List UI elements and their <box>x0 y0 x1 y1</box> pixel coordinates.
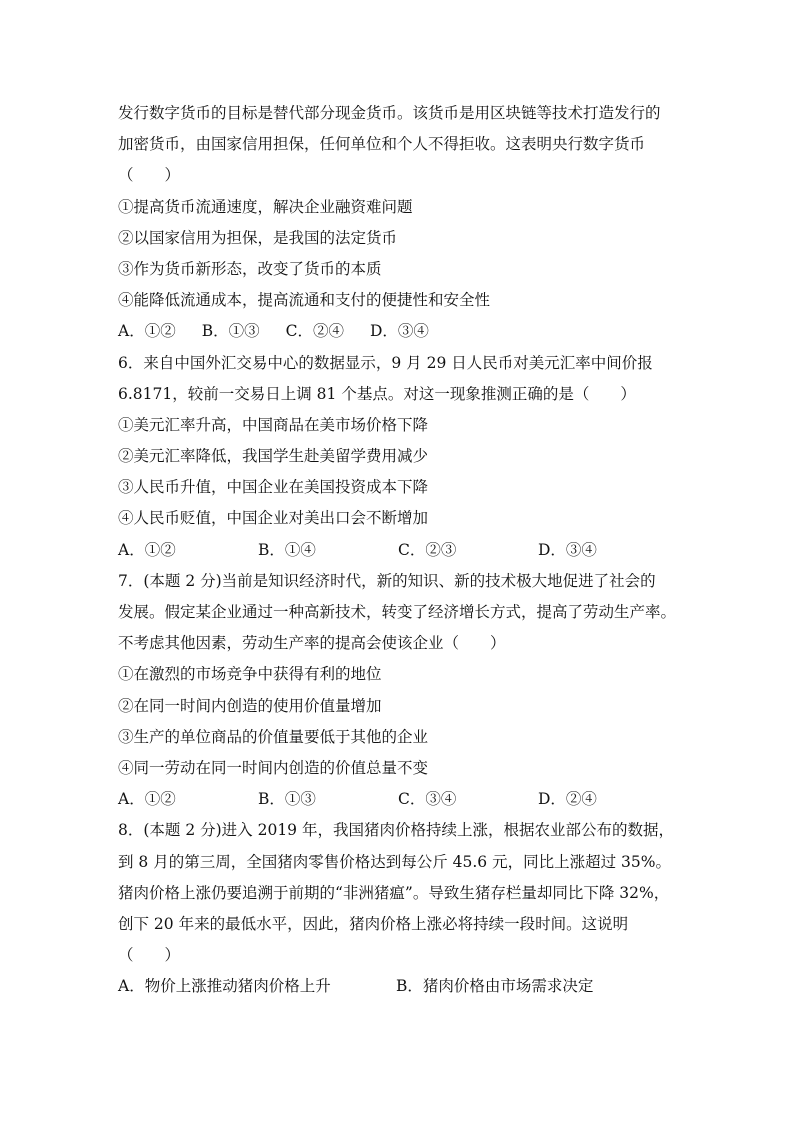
question-stem-line: 猪肉价格上涨仍要追溯于前期的“非洲猪瘟”。导致生猪存栏量却同比下降 32%， <box>118 883 670 902</box>
statement-item: ①美元汇率升高，中国商品在美市场价格下降 <box>118 415 429 434</box>
question-7 <box>118 566 678 816</box>
answer-options <box>118 784 678 815</box>
statement-item: ②美元汇率降低，我国学生赴美留学费用减少 <box>118 447 429 466</box>
option-b: B．猪肉价格由市场需求决定 <box>396 977 594 996</box>
statement-item: ②在同一时间内创造的使用价值量增加 <box>118 696 382 715</box>
answer-options <box>118 535 678 566</box>
question-stem-line: 到 8 月的第三周，全国猪肉零售价格达到每公斤 45.6 元，同比上涨超过 35%。 <box>118 852 671 871</box>
question-stem-line: 6．来自中国外汇交易中心的数据显示，9 月 29 日人民币对美元汇率中间价报 <box>118 353 653 372</box>
statement-item: ①提高货币流通速度，解决企业融资难问题 <box>118 197 413 216</box>
option-c: C．②④ <box>285 322 344 341</box>
question-stem-line: 创下 20 年来的最低水平，因此，猪肉价格上涨必将持续一段时间。这说明 <box>118 914 629 933</box>
statement-item: ③作为货币新形态，改变了货币的本质 <box>118 259 382 278</box>
question-6 <box>118 348 678 566</box>
statement-item: ②以国家信用为担保，是我国的法定货币 <box>118 228 398 247</box>
question-8 <box>118 815 678 1002</box>
option-a: A．①② <box>118 322 176 341</box>
option-d: D．③④ <box>538 540 597 559</box>
question-stem-line: 加密货币，由国家信用担保，任何单位和个人不得拒收。这表明央行数字货币 <box>118 135 646 154</box>
option-b: B．①④ <box>258 540 316 559</box>
answer-options <box>118 971 678 1002</box>
question-stem-line: 发展。假定某企业通过一种高新技术，转变了经济增长方式，提高了劳动生产率。 <box>118 603 677 621</box>
statement-item: ③生产的单位商品的价值量要低于其他的企业 <box>118 727 429 746</box>
question-5 <box>118 98 678 348</box>
option-b: B．①③ <box>201 322 260 341</box>
question-stem-line: 发行数字货币的目标是替代部分现金货币。该货币是用区块链等技术打造发行的 <box>118 104 661 122</box>
statement-item: ④同一劳动在同一时间内创造的价值总量不变 <box>118 758 429 777</box>
option-a: A．物价上涨推动猪肉价格上升 <box>118 977 331 996</box>
option-d: D．②④ <box>538 790 597 809</box>
answer-options <box>118 316 678 347</box>
question-stem-line: 8．(本题 2 分)进入 2019 年，我国猪肉价格持续上涨，根据农业部公布的数据， <box>118 821 674 840</box>
question-content <box>118 98 678 1002</box>
option-a: A．①② <box>118 790 176 809</box>
option-c: C．③④ <box>398 790 457 809</box>
answer-bracket: （ ） <box>118 166 181 185</box>
question-stem-line: 6.8171，较前一交易日上调 81 个基点。对这一现象推测正确的是（ ） <box>118 384 636 403</box>
option-b: B．①③ <box>258 790 316 809</box>
statement-item: ④能降低流通成本，提高流通和支付的便捷性和安全性 <box>118 291 491 310</box>
statement-item: ①在激烈的市场竞争中获得有利的地位 <box>118 665 382 684</box>
question-stem-line: 不考虑其他因素，劳动生产率的提高会使该企业（ ） <box>118 634 506 653</box>
option-c: C．②③ <box>398 540 457 559</box>
statement-item: ④人民币贬值，中国企业对美出口会不断增加 <box>118 509 429 528</box>
question-stem-line: 7．(本题 2 分)当前是知识经济时代，新的知识、新的技术极大地促进了社会的 <box>118 571 656 590</box>
answer-bracket: （ ） <box>118 946 181 965</box>
option-d: D．③④ <box>369 322 429 341</box>
statement-item: ③人民币升值，中国企业在美国投资成本下降 <box>118 478 429 497</box>
option-a: A．①② <box>118 540 176 559</box>
